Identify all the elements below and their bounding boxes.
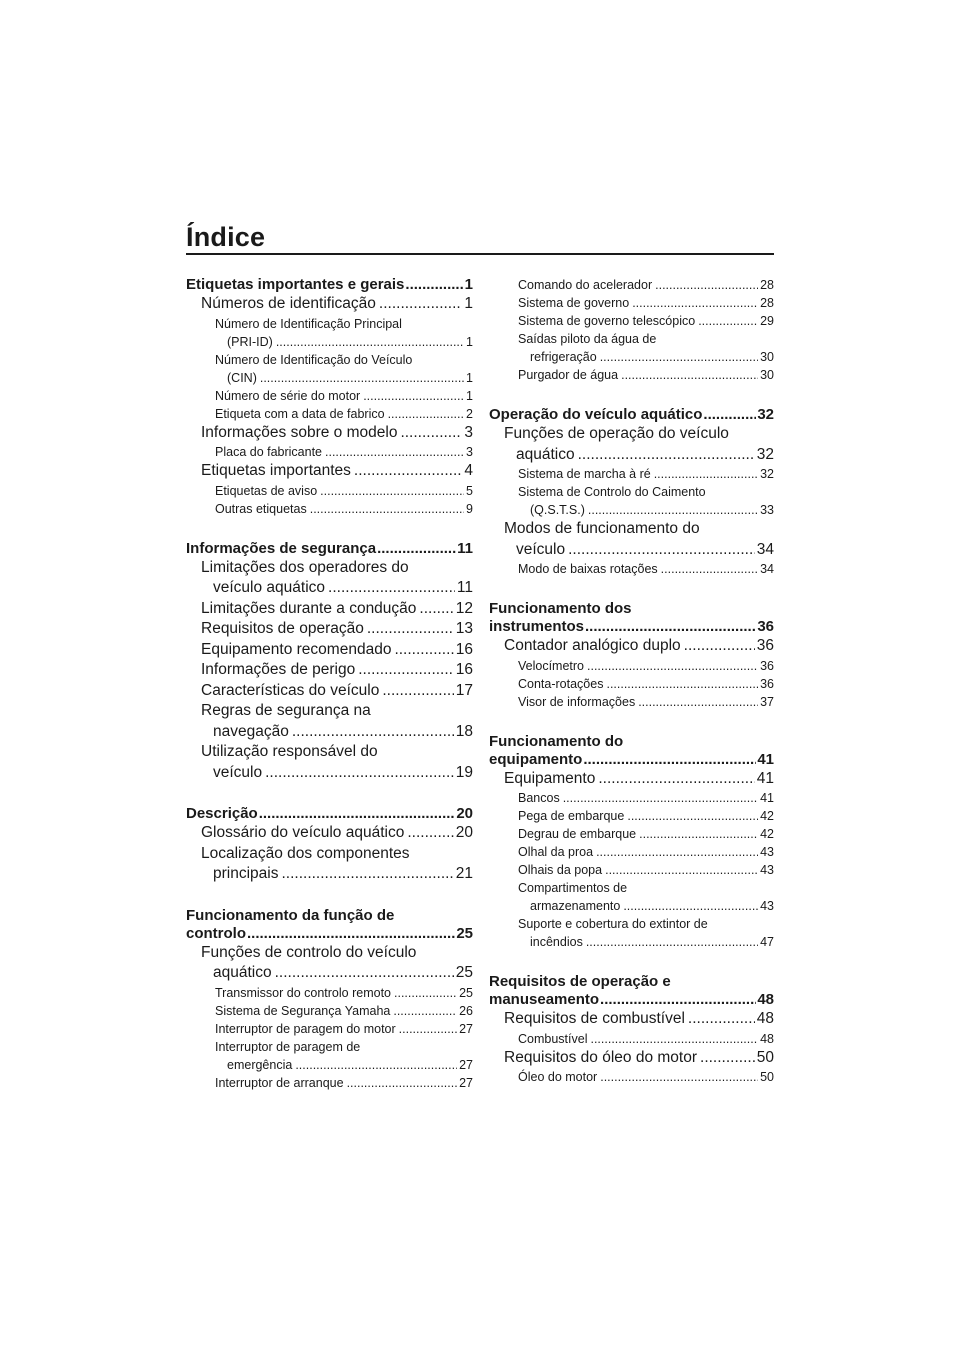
toc-page-number: 41 [756,769,774,787]
toc-entry-continuation [489,991,774,1009]
toc-entry-continuation [504,445,774,466]
dot-leader [688,1009,755,1030]
toc-page-number: 17 [455,681,473,699]
dot-leader [600,348,758,366]
toc-page-number: 48 [760,1031,774,1046]
toc-entry-title-cont: aquático [213,964,272,981]
toc-entry-title: Funções de controlo do veículo [201,943,417,961]
toc-page-number: 41 [757,750,774,768]
toc-entry-title: Etiquetas importantes [201,462,351,479]
toc-entry[interactable] [489,1030,774,1048]
toc-page-number: 27 [459,1075,473,1090]
toc-entry-title: Sistema de Segurança Yamaha [215,1003,391,1018]
toc-entry[interactable] [186,1002,473,1020]
toc-entry[interactable] [489,1048,774,1069]
dot-leader [260,369,464,387]
toc-page-number: 33 [760,503,774,517]
toc-entry-continuation [215,369,473,387]
toc-entry[interactable] [489,973,774,1009]
toc-entry[interactable] [489,879,774,915]
title-divider [186,253,774,255]
dot-leader [703,406,756,424]
toc-entry-title: Bancos [518,791,560,805]
toc-entry-title: Comando do acelerador [518,278,653,292]
dot-leader [320,482,464,500]
toc-page-number: 25 [456,924,473,942]
toc-page-number: 32 [756,445,774,463]
toc-page-number: 48 [757,991,774,1008]
toc-entry[interactable] [186,1020,473,1038]
toc-entry-title: Interruptor de paragem de [215,1039,361,1054]
toc-entry-title: Número de série do motor [215,388,361,403]
dot-leader [275,963,454,984]
toc-page-number: 16 [455,661,473,678]
toc-entry-title: Funcionamento da função de [186,906,395,924]
toc-entry-title: Sistema de governo telescópico [518,314,696,328]
toc-entry[interactable] [186,984,473,1002]
toc-entry[interactable] [489,483,774,519]
toc-entry-title: Visor de informações [518,694,636,709]
dot-leader [276,333,464,351]
toc-entry-title: Olhal da proa [518,845,594,859]
toc-page-number: 9 [466,501,473,516]
dot-leader [310,500,464,518]
toc-entry-title: Óleo do motor [518,1070,598,1084]
toc-entry[interactable] [489,424,774,465]
toc-entry-title: Purgador de água [518,368,619,382]
dot-leader [627,807,758,825]
toc-entry-title: Modo de baixas rotações [518,562,658,576]
toc-page-number: 25 [459,985,473,1000]
dot-leader [583,751,756,769]
toc-entry[interactable] [489,915,774,951]
dot-leader [586,933,758,951]
dot-leader [621,366,758,384]
toc-entry-title: Conta-rotações [518,676,604,691]
toc-page-number: 36 [757,618,774,635]
toc-entry-title: Informações de segurança [186,539,377,557]
dot-leader [358,660,454,681]
toc-page-number: 34 [756,540,774,558]
toc-entry-title-cont: incêndios [530,935,583,949]
toc-entry-title: Utilização responsável do [201,743,378,760]
toc-entry[interactable] [186,640,473,661]
toc-entry[interactable] [489,675,774,693]
toc-entry[interactable] [186,276,473,294]
dot-leader [632,294,758,312]
dot-leader [377,540,456,558]
dot-leader [623,897,758,915]
dot-leader [281,864,453,885]
dot-leader [684,636,755,657]
toc-entry-continuation [186,925,473,943]
toc-entry[interactable] [489,366,774,384]
toc-page-number: 16 [455,640,473,658]
toc-page-number: 1 [466,388,473,403]
dot-leader [394,984,457,1002]
toc-entry-continuation [215,1056,473,1074]
toc-page-number: 36 [760,676,774,691]
dot-leader [394,640,453,661]
toc-entry[interactable] [186,805,473,823]
toc-entry-title: Equipamento recomendado [201,640,392,658]
dot-leader [407,823,453,844]
toc-page-number: 3 [466,445,473,459]
dot-leader [600,991,756,1009]
toc-page-number: 28 [760,278,774,292]
dot-leader [382,681,453,702]
toc-entry-continuation [489,751,774,769]
toc-page-number: 11 [456,579,473,596]
toc-entry[interactable] [489,294,774,312]
toc-left-column [186,276,473,1092]
toc-entry[interactable] [186,823,473,844]
toc-page-number: 12 [455,599,473,617]
toc-entry-title-cont: principais [213,865,279,882]
toc-entry[interactable] [186,558,473,599]
toc-entry-continuation [518,501,774,519]
toc-page-number: 27 [459,1057,473,1072]
toc-entry[interactable] [489,519,774,560]
toc-entry[interactable] [489,406,774,424]
toc-page-number: 1 [466,334,473,349]
dot-leader [568,540,755,561]
toc-entry-title: Olhais da popa [518,863,603,877]
toc-entry-title: Velocímetro [518,658,585,673]
toc-page-number: 5 [466,483,473,498]
dot-leader [638,693,758,711]
toc-page-number: 1 [464,276,473,293]
toc-entry[interactable] [489,312,774,330]
dot-leader [328,578,455,599]
toc-entry[interactable] [489,276,774,294]
toc-page-number: 25 [455,964,473,981]
dot-leader [661,560,758,578]
toc-entry-continuation [201,864,473,885]
toc-entry[interactable] [489,789,774,807]
toc-entry-title: Combustível [518,1031,588,1046]
toc-entry-title-cont: navegação [213,722,289,740]
dot-leader [363,387,464,405]
toc-entry-title-cont: equipamento [489,750,583,768]
toc-entry-title: Sistema de governo [518,296,630,310]
toc-entry-title: Localização dos componentes [201,844,410,862]
toc-page-number: 1 [466,370,473,385]
toc-page-number: 36 [756,637,774,654]
dot-leader [247,925,455,943]
toc-entry[interactable] [489,769,774,790]
toc-page-number: 3 [464,423,473,441]
toc-entry-title-cont: armazenamento [530,899,621,913]
toc-entry[interactable] [186,315,473,351]
toc-entry-title: Funcionamento do [489,732,624,750]
toc-entry-continuation [489,618,774,636]
toc-entry[interactable] [489,1009,774,1030]
toc-page-number: 37 [760,694,774,709]
toc-entry-title: Pega de embarque [518,809,625,823]
toc-page-number: 2 [466,406,473,421]
toc-entry[interactable] [489,843,774,861]
toc-entry[interactable] [489,560,774,578]
toc-entry[interactable] [186,500,473,518]
toc-entry[interactable] [186,461,473,482]
toc-entry[interactable] [186,660,473,681]
page-title: Índice [186,222,266,252]
dot-leader [325,443,464,461]
toc-page-number: 50 [756,1048,774,1066]
toc-page-number: 20 [456,805,473,822]
toc-entry-title-cont: controlo [186,924,246,942]
toc-entry[interactable] [489,807,774,825]
dot-leader [265,763,454,784]
toc-entry[interactable] [186,943,473,984]
toc-page-number: 32 [760,467,774,481]
dot-leader [295,1056,457,1074]
toc-entry-title: Saídas piloto da água de [518,332,657,346]
toc-entry[interactable] [489,657,774,675]
toc-entry-title-cont: (CIN) [227,370,257,385]
toc-entry-title: Sistema de marcha à ré [518,467,651,481]
toc-entry-title-cont: veículo [516,540,566,558]
toc-entry-title: Descrição [186,805,258,822]
toc-entry[interactable] [186,387,473,405]
toc-entry-title-cont: instrumentos [489,618,585,635]
dot-leader [563,789,758,807]
toc-entry-continuation [518,933,774,951]
toc-page-number: 13 [455,620,473,637]
dot-leader [605,861,758,879]
toc-entry-title: Limitações durante a condução [201,599,417,617]
toc-entry[interactable] [489,600,774,636]
toc-page-number: 48 [756,1010,774,1027]
toc-page-number: 20 [455,824,473,841]
toc-entry-continuation [201,763,473,784]
toc-page-number: 27 [459,1021,473,1036]
toc-entry[interactable] [186,1038,473,1074]
toc-entry-title-cont: (PRI-ID) [227,334,273,349]
toc-page-number: 47 [760,935,774,949]
toc-entry-title: Número de Identificação do Veículo [215,352,413,367]
toc-entry-title: Sistema de Controlo do Caimento [518,485,706,499]
dot-leader [379,294,462,315]
toc-page-number: 50 [760,1070,774,1084]
dot-leader [354,461,462,482]
toc-entry[interactable] [186,443,473,461]
toc-entry-title: Glossário do veículo aquático [201,824,405,841]
toc-entry-title-cont: refrigeração [530,350,597,364]
toc-entry-title: Etiquetas de aviso [215,483,318,498]
toc-page-number: 30 [760,350,774,364]
toc-page-number: 36 [760,658,774,673]
toc-entry[interactable] [186,742,473,783]
dot-leader [405,276,463,294]
dot-leader [598,769,754,790]
toc-page-number: 11 [457,539,473,557]
toc-entry[interactable] [489,693,774,711]
dot-leader [367,619,454,640]
toc-entry-title: Outras etiquetas [215,501,307,516]
dot-leader [655,276,758,294]
toc-entry-title: Placa do fabricante [215,445,323,459]
toc-entry[interactable] [186,351,473,387]
toc-page-number: 18 [455,722,473,740]
toc-page-number: 41 [760,791,774,805]
toc-entry[interactable] [489,825,774,843]
toc-page-number: 21 [455,865,473,882]
toc-entry-title: Informações de perigo [201,661,356,678]
toc-entry-continuation [504,540,774,561]
toc-entry-title: Degrau de embarque [518,827,637,841]
toc-page-number: 32 [757,406,774,423]
toc-entry[interactable] [186,482,473,500]
dot-leader [400,423,462,444]
toc-page-number: 42 [760,809,774,823]
toc-entry-title: Informações sobre o modelo [201,423,398,441]
toc-entry[interactable] [186,907,473,943]
toc-page-number: 43 [760,899,774,913]
toc-entry[interactable] [489,330,774,366]
toc-entry-title: Compartimentos de [518,881,628,895]
dot-leader [654,465,758,483]
toc-page-number: 34 [760,562,774,576]
toc-entry[interactable] [489,1068,774,1086]
dot-leader [590,1030,758,1048]
toc-entry-title: Interruptor de paragem do motor [215,1021,396,1036]
toc-entry-title: Requisitos do óleo do motor [504,1048,698,1066]
toc-entry-title: Requisitos de combustível [504,1010,685,1027]
dot-leader [700,1048,755,1069]
dot-leader [588,501,758,519]
dot-leader [388,405,464,423]
toc-entry-title: Suporte e cobertura do extintor de [518,917,708,931]
dot-leader [606,675,758,693]
dot-leader [587,657,758,675]
toc-page-number: 4 [464,462,473,479]
toc-entry[interactable] [186,701,473,742]
dot-leader [393,1002,457,1020]
toc-entry[interactable] [186,405,473,423]
dot-leader [347,1074,458,1092]
toc-entry-title-cont: manuseamento [489,991,600,1008]
toc-entry-title: Requisitos de operação [201,620,364,637]
toc-entry-continuation [201,963,473,984]
toc-page-number: 43 [760,863,774,877]
toc-entry-title-cont: (Q.S.T.S.) [530,503,585,517]
toc-entry-title: Limitações dos operadores do [201,558,409,576]
toc-entry-title: Operação do veículo aquático [489,406,703,423]
toc-entry-title-cont: aquático [516,445,575,463]
toc-entry[interactable] [489,636,774,657]
toc-entry-title: Contador analógico duplo [504,637,681,654]
toc-right-column [489,276,774,1086]
dot-leader [698,312,758,330]
toc-page-number: 29 [760,314,774,328]
toc-entry-continuation [215,333,473,351]
toc-entry-title: Equipamento [504,769,596,787]
toc-entry-title: Etiqueta com a data de fabrico [215,406,385,421]
toc-page-number: 30 [760,368,774,382]
toc-entry-title: Regras de segurança na [201,702,371,719]
toc-entry[interactable] [186,844,473,885]
toc-entry-title: Requisitos de operação e [489,973,671,990]
toc-entry-title: Características do veículo [201,681,380,699]
toc-entry[interactable] [489,465,774,483]
toc-entry[interactable] [186,540,473,558]
toc-page-number: 28 [760,296,774,310]
toc-entry-continuation [518,348,774,366]
toc-entry-title: Números de identificação [201,295,376,312]
dot-leader [292,722,454,743]
toc-entry[interactable] [186,423,473,444]
dot-leader [596,843,758,861]
toc-page-number: 26 [459,1003,473,1018]
toc-entry-title-cont: veículo aquático [213,579,326,596]
dot-leader [259,805,456,823]
toc-entry-title: Funções de operação do veículo [504,425,729,442]
toc-entry-title: Número de Identificação Principal [215,316,402,331]
dot-leader [600,1068,758,1086]
dot-leader [585,618,756,636]
toc-entry[interactable] [186,619,473,640]
dot-leader [639,825,758,843]
toc-entry-title: Interruptor de arranque [215,1075,344,1090]
toc-page-number: 43 [760,845,774,859]
toc-entry-continuation [518,897,774,915]
toc-entry-title: Funcionamento dos [489,600,632,617]
toc-entry[interactable] [186,681,473,702]
toc-entry-title-cont: veículo [213,763,263,781]
toc-entry-title: Transmissor do controlo remoto [215,985,391,1000]
toc-page-number: 1 [464,295,473,312]
toc-entry-title-cont: emergência [227,1057,293,1072]
dot-leader [419,599,453,620]
toc-entry-title: Modos de funcionamento do [504,520,700,537]
dot-leader [578,445,755,466]
toc-entry[interactable] [489,733,774,769]
toc-entry-continuation [201,722,473,743]
toc-entry-continuation [201,578,473,599]
toc-entry[interactable] [489,861,774,879]
dot-leader [399,1020,457,1038]
toc-entry-title: Etiquetas importantes e gerais [186,276,405,293]
toc-entry[interactable] [186,599,473,620]
toc-page-number: 19 [455,763,473,781]
toc-entry[interactable] [186,294,473,315]
toc-entry[interactable] [186,1074,473,1092]
toc-page-number: 42 [760,827,774,841]
